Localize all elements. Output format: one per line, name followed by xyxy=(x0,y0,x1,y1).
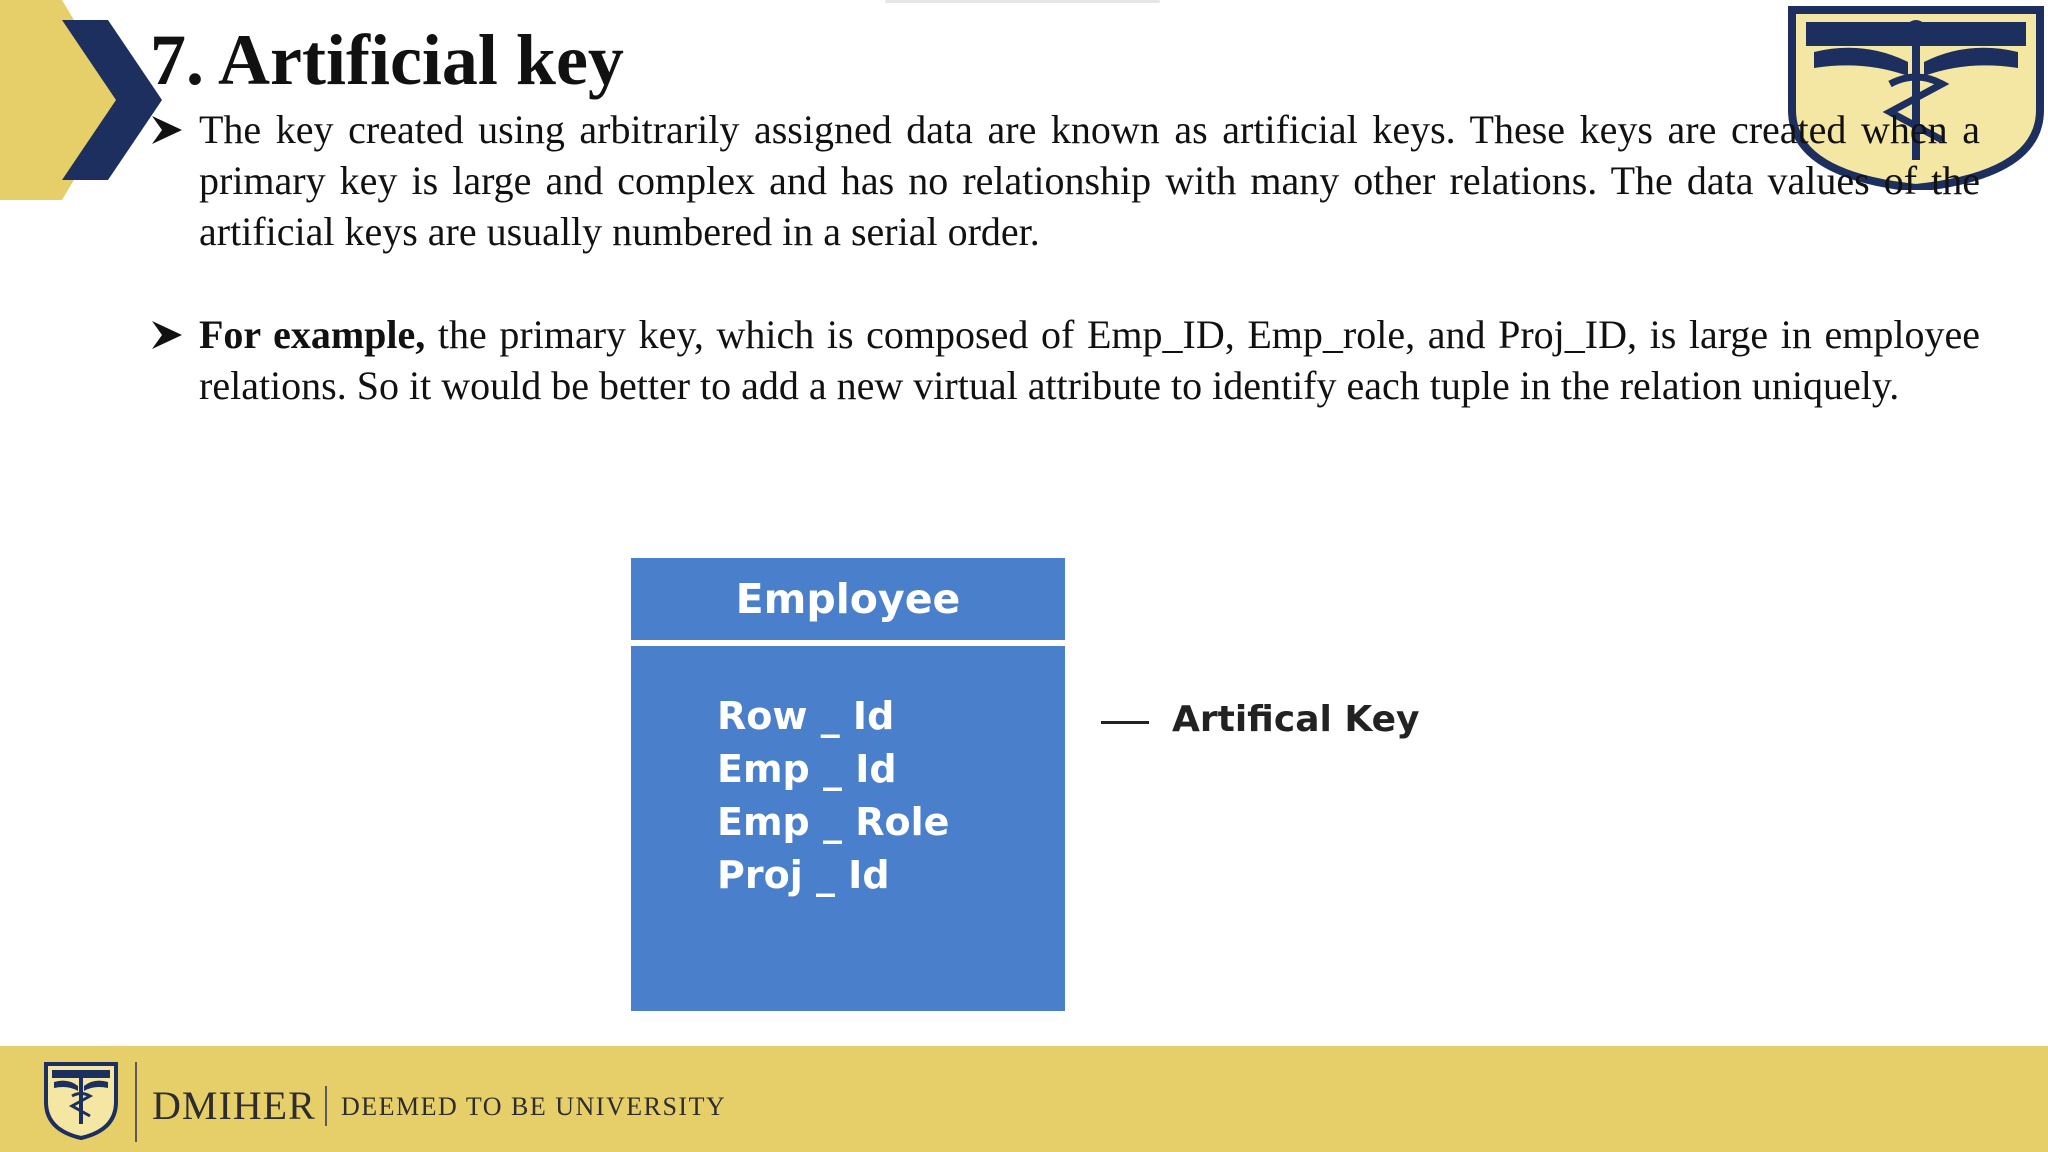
bullet-definition-text: The key created using arbitrarily assigned data are known as artificial keys. These keys are created when a primary key is large and complex and has no relationship with many other relations. The data values of the artificial keys are usually numbered in a serial order. xyxy=(199,107,1980,254)
footer-crest-icon xyxy=(42,1060,120,1140)
footer-divider xyxy=(135,1062,137,1142)
chevron-decoration-icon xyxy=(0,0,175,205)
attribute-row-id: Row _ Id xyxy=(717,694,895,738)
bullet-definition xyxy=(150,104,1980,257)
entity-name: Employee xyxy=(631,558,1065,640)
bullet-example-text: For example, the primary key, which is composed of Emp_ID, Emp_role, and Proj_ID, is large in employee relations. So it would be better to add a new virtual attribute to identify each tuple in the relation uniquely. xyxy=(199,312,1981,408)
employee-entity-box xyxy=(631,558,1065,1011)
entity-attributes xyxy=(631,646,1065,1011)
arrow-bullet-icon xyxy=(150,114,184,146)
bullet-example xyxy=(150,309,1980,411)
footer-institution-name: DMIHER xyxy=(152,1083,316,1128)
arrow-bullet-icon xyxy=(150,319,184,351)
attribute-emp-role: Emp _ Role xyxy=(717,800,950,844)
attribute-proj-id: Proj _ Id xyxy=(717,853,890,897)
top-divider-line xyxy=(885,0,1160,3)
attribute-emp-id: Emp _ Id xyxy=(717,747,897,791)
footer-divider-small xyxy=(325,1086,327,1126)
slide-title: 7. Artificial key xyxy=(150,20,624,100)
footer-tagline: DEEMED TO BE UNIVERSITY xyxy=(341,1092,727,1121)
footer-bar xyxy=(0,1046,2048,1152)
artificial-key-annotation: Artifical Key xyxy=(1172,699,1420,740)
annotation-connector xyxy=(1101,721,1149,724)
